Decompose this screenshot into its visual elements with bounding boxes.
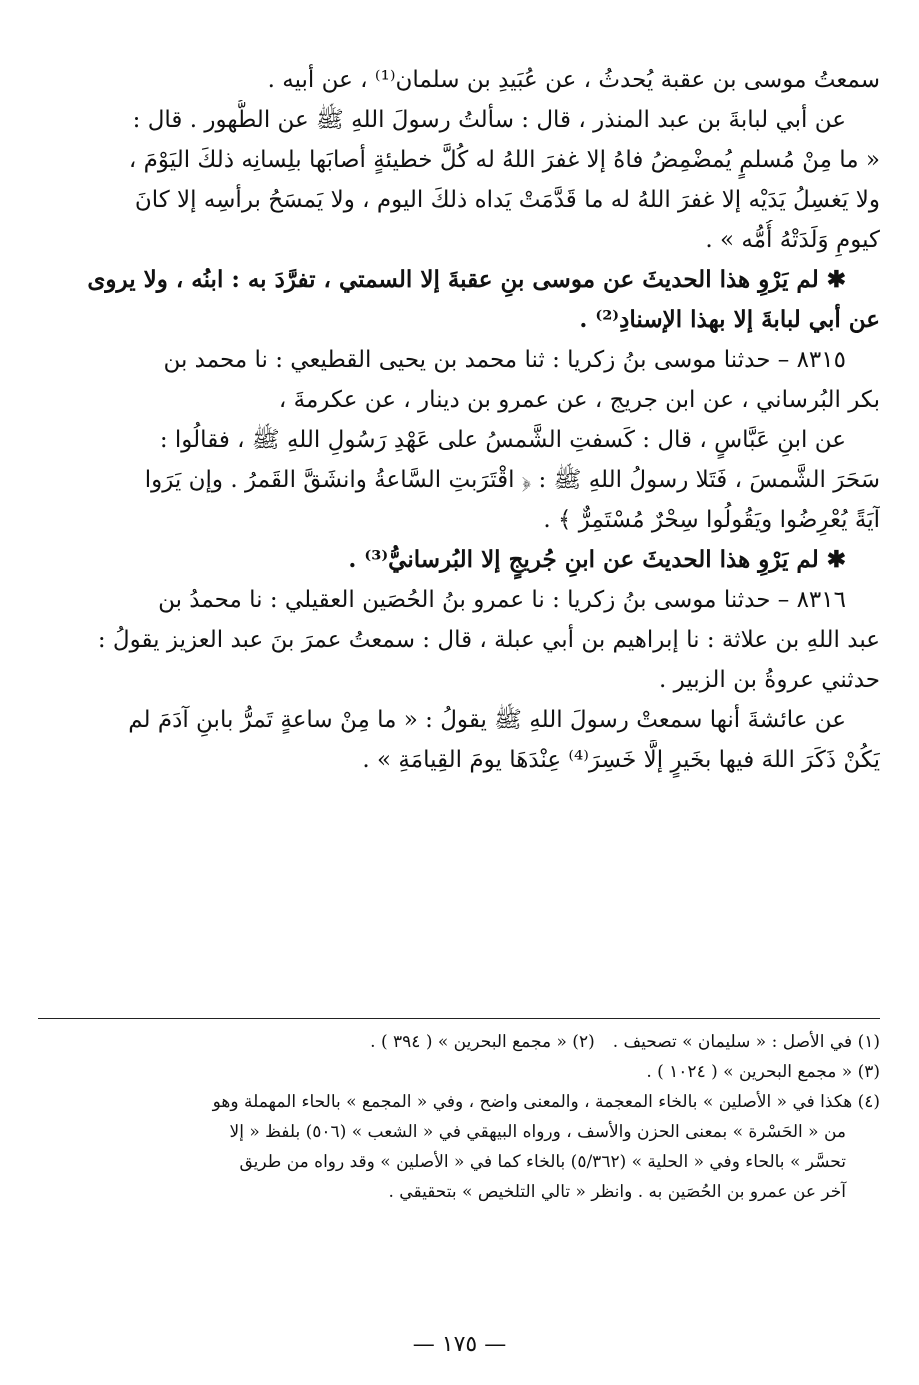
text-line: سَحَرَ الشَّمسَ ، فَتَلا رسولُ اللهِ ﷺ : ﴿ اقْتَرَبتِ السَّاعةُ وانشَقَّ القَمرُ . وإن يَرَوا	[144, 467, 880, 493]
footnote-1: (١) في الأصل : « سليمان » تصحيف .	[612, 1032, 880, 1052]
text-line: آيَةً يُعْرِضُوا ويَقُولُوا سِحْرٌ مُسْتَمِرٌّ ﴾ .	[543, 507, 880, 533]
hadith-heading-line: ٨٣١٦ – حدثنا موسى بنُ زكريا : نا عمرو بنُ الحُصَين العقيلي : نا محمدُ بن	[158, 587, 846, 613]
note-line: ✱ لم يَرْوِ هذا الحديثَ عن ابنِ جُريجٍ إلا البُرسانيُّ⁽³⁾ .	[348, 546, 846, 573]
footnote-4-line: (٤) هكذا في « الأصلين » بالخاء المعجمة ، والمعنى واضح ، وفي « المجمع » بالحاء المهملة وهو	[212, 1092, 880, 1112]
text-line: عن عائشةَ أنها سمعتْ رسولَ اللهِ ﷺ يقولُ : « ما مِنْ ساعةٍ تَمرُّ بابنِ آدَمَ لم	[128, 707, 846, 733]
note-line: عن أبي لبابةَ إلا بهذا الإسنادِ⁽²⁾ .	[579, 306, 880, 333]
page-body	[38, 60, 880, 780]
footnote-4-line: تحسَّر » بالحاء وفي « الحلية » (٥/٣٦٢) بالخاء كما في « الأصلين » وقد رواه من طريق	[239, 1152, 846, 1172]
footnote-2: (٢) « مجمع البحرين » ( ٣٩٤ ) .	[370, 1032, 595, 1052]
hadith-heading-line: ٨٣١٥ – حدثنا موسى بنُ زكريا : ثنا محمد بن يحيى القطيعي : نا محمد بن	[163, 347, 846, 373]
footnote-row	[38, 1027, 880, 1057]
footnotes	[38, 1018, 880, 1207]
text-line: « ما مِنْ مُسلمٍ يُمضْمِضُ فاهُ إلا غفرَ اللهُ له كُلَّ خطيئةٍ أصابَها بلِسانِه ذلكَ اليَوْمَ ،	[128, 147, 880, 173]
text-line: عن ابنِ عَبَّاسٍ ، قال : كَسفتِ الشَّمسُ على عَهْدِ رَسُولِ اللهِ ﷺ ، فقالُوا :	[159, 427, 846, 453]
page-number: — ١٧٥ —	[412, 1332, 507, 1357]
text-line: يَكُنْ ذَكَرَ اللهَ فيها بخَيرٍ إلَّا خَسِرَ⁽⁴⁾ عِنْدَهَا يومَ القِيامَةِ » .	[362, 747, 880, 773]
footnote-4-line: من « الحَسْرة » بمعنى الحزن والأسف ، ورواه البيهقي في « الشعب » (٥٠٦) بلفظ « إلا	[229, 1122, 846, 1142]
text-line: سمعتُ موسى بن عقبة يُحدثُ ، عن عُبَيدِ بن سلمان⁽¹⁾ ، عن أبيه .	[267, 67, 880, 93]
text-line: عن أبي لبابةَ بن عبد المنذر ، قال : سألتُ رسولَ اللهِ ﷺ عن الطُّهور . قال :	[132, 107, 846, 133]
text-line: عبد اللهِ بن علاثة : نا إبراهيم بن أبي عبلة ، قال : سمعتُ عمرَ بنَ عبد العزيز يقولُ :	[97, 627, 880, 653]
footnote-4-line: آخر عن عمرو بن الحُصَين به . وانظر « تالي التلخيص » بتحقيقي .	[388, 1182, 846, 1202]
text-line: بكر البُرساني ، عن ابن جريج ، عن عمرو بن دينار ، عن عكرمةَ ،	[278, 387, 880, 413]
footnote-3: (٣) « مجمع البحرين » ( ١٠٢٤ ) .	[646, 1062, 880, 1082]
text-line: كيومِ وَلَدَتْهُ أُمُّه » .	[705, 227, 880, 253]
text-line: حدثني عروةُ بن الزبير .	[659, 667, 880, 693]
text-line: ولا يَغسِلُ يَدَيْه إلا غفرَ اللهُ له ما قَدَّمَتْ يَداه ذلكَ اليوم ، ولا يَمسَحُ برأسِه إلا كانَ	[134, 187, 880, 213]
note-line: ✱ لم يَرْوِ هذا الحديثَ عن موسى بنِ عقبةَ إلا السمتي ، تفرَّدَ به : ابنُه ، ولا يروى	[87, 266, 846, 293]
